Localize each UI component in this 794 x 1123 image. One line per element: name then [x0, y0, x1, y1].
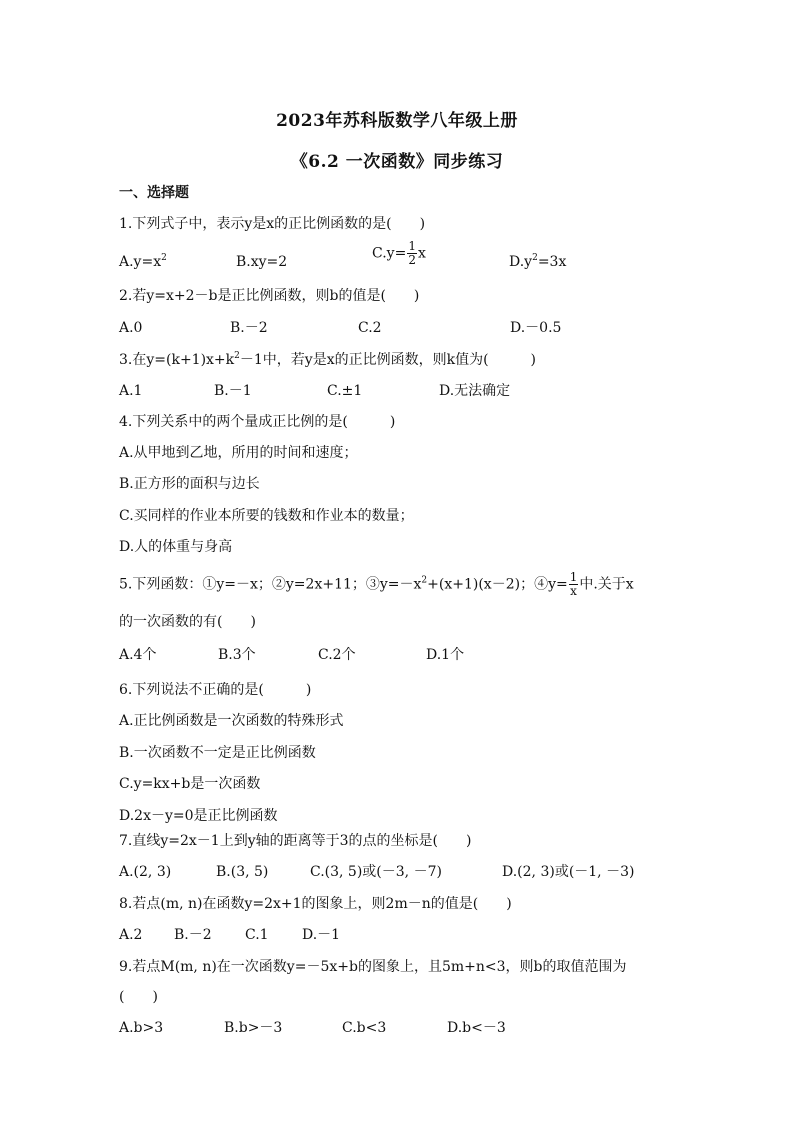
q7-option-a: A.(2, 3) [119, 864, 172, 880]
q9-option-a: A.b>3 [119, 1020, 164, 1036]
q9-option-b: B.b>－3 [224, 1020, 283, 1036]
q4-option-d: D.人的体重与身高 [119, 539, 233, 555]
q5-option-c: C.2个 [318, 647, 356, 663]
q1-fraction: $\frac{1}{2}$ [408, 239, 416, 267]
q6-option-b: B.一次函数不一定是正比例函数 [119, 745, 316, 761]
q7-stem: 7.直线y=2x－1上到y轴的距离等于3的点的坐标是( ) [119, 833, 472, 849]
q5-option-b: B.3个 [218, 647, 256, 663]
q2-option-c: C.2 [358, 320, 382, 336]
q9-option-d: D.b<－3 [447, 1020, 506, 1036]
q8-option-d: D.－1 [302, 927, 341, 943]
q9-stem-line2: ( ) [119, 989, 158, 1005]
q5-fraction: $\frac{1}{x}$ [569, 570, 578, 598]
document-title: 2023年苏科版数学八年级上册 [276, 111, 518, 131]
q2-stem: 2.若y=x+2－b是正比例函数，则b的值是( ) [119, 288, 420, 304]
q4-option-b: B.正方形的面积与边长 [119, 476, 260, 492]
q8-stem: 8.若点(m, n)在函数y=2x+1的图象上，则2m－n的值是( ) [119, 896, 512, 912]
q9-option-c: C.b<3 [342, 1020, 387, 1036]
q4-option-a: A.从甲地到乙地，所用的时间和速度； [119, 445, 358, 461]
q6-stem: 6.下列说法不正确的是( ) [119, 682, 312, 698]
q8-option-c: C.1 [245, 927, 269, 943]
q5-option-d: D.1个 [426, 647, 465, 663]
q7-option-b: B.(3, 5) [216, 864, 269, 880]
q8-option-b: B.－2 [174, 927, 212, 943]
q1-stem: 1.下列式子中，表示y是x的正比例函数的是( ) [119, 216, 426, 232]
q1-option-b: B.xy=2 [236, 254, 288, 270]
q2-option-b: B.－2 [230, 320, 268, 336]
q3-option-c: C.±1 [327, 383, 363, 399]
q1-option-a: $A.y=x^2$ [119, 253, 167, 270]
q1-option-c: C.y= $\frac{1}{2}$ x [372, 239, 426, 267]
q3-option-a: A.1 [119, 383, 143, 399]
document-subtitle: 《6.2 一次函数》同步练习 [290, 152, 504, 172]
q8-option-a: A.2 [119, 927, 143, 943]
q7-option-c: C.(3, 5)或(－3, －7) [310, 864, 442, 880]
q7-option-d: D.(2, 3)或(－1, －3) [502, 864, 635, 880]
q3-option-d: D.无法确定 [439, 383, 511, 399]
q3-option-b: B.－1 [214, 383, 252, 399]
q6-option-d: D.2x－y=0是正比例函数 [119, 808, 278, 824]
q1-option-d: $D.y^2=3x$ [509, 253, 567, 270]
q5-stem: 5.下列函数：①y=－x；②y=2x+11；$③y=-x^2+(x+1)(x-2)$；④y= $\frac{1}{x}$ 中.关于x [119, 570, 634, 598]
q6-option-a: A.正比例函数是一次函数的特殊形式 [119, 713, 344, 729]
q3-stem: 3.在$y=(k+1)x+k^2-1$中，若y是x的正比例函数，则k值为( ) [119, 351, 537, 368]
q2-option-d: D.－0.5 [510, 320, 562, 336]
q4-option-c: C.买同样的作业本所要的钱数和作业本的数量； [119, 508, 414, 524]
q2-option-a: A.0 [119, 320, 143, 336]
q4-stem: 4.下列关系中的两个量成正比例的是( ) [119, 414, 396, 430]
q5-option-a: A.4个 [119, 647, 157, 663]
q9-stem: 9.若点M(m, n)在一次函数y=－5x+b的图象上，且5m+n<3，则b的取值范围为 [119, 959, 627, 975]
section-heading: 一、选择题 [119, 185, 189, 201]
q6-option-c: C.y=kx+b是一次函数 [119, 776, 261, 792]
q5-stem-line2: 的一次函数的有( ) [119, 614, 256, 630]
